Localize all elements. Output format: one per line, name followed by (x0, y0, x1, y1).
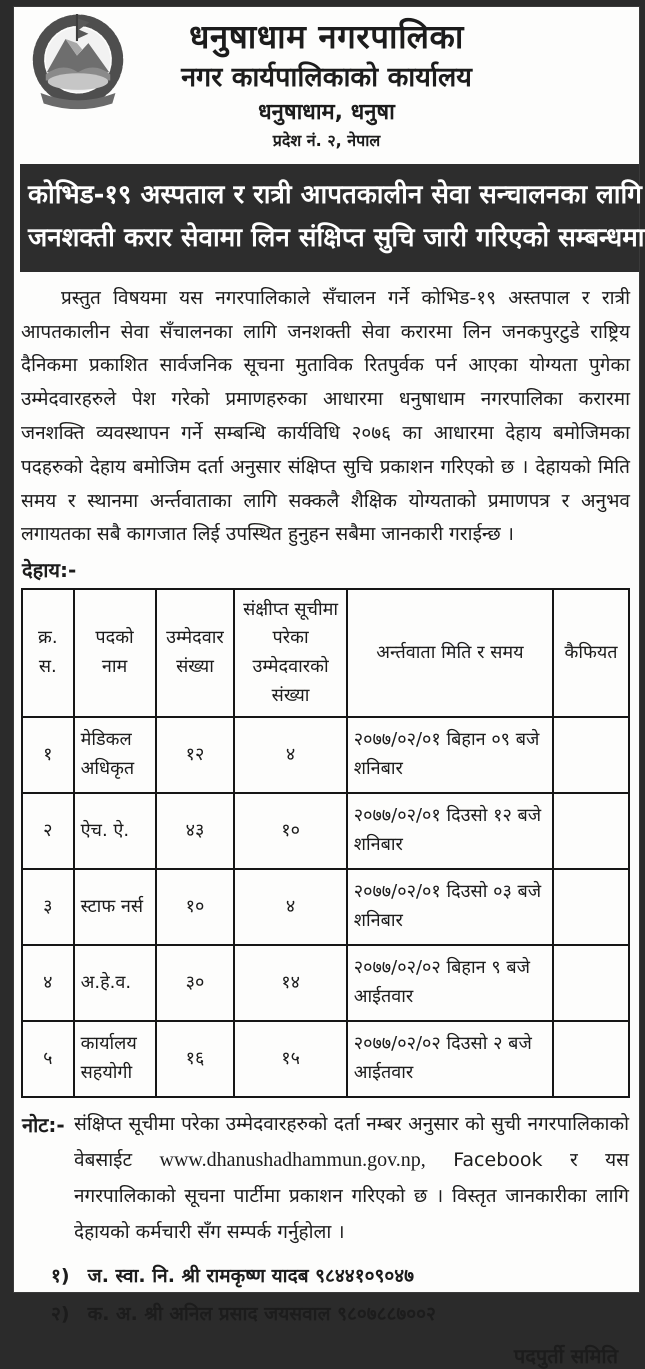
cell-sn: ४ (22, 945, 74, 1021)
cell-post: अ.हे.व. (74, 945, 156, 1021)
document-page (13, 6, 645, 1368)
cell-candidates: ३० (156, 945, 235, 1021)
province-line: प्रदेश नं. २, नेपाल (272, 130, 381, 150)
location-line: धनुषाधाम, धनुषा (258, 99, 395, 125)
cell-interview: २०७७/०२/०१ दिउसो १२ बजे शनिबार (347, 793, 553, 869)
cell-interview: २०७७/०२/०१ दिउसो ०३ बजे शनिबार (347, 869, 553, 945)
table-row (22, 945, 629, 1021)
cell-interview: २०७७/०२/०२ बिहान ९ बजे आईतवार (347, 945, 553, 1021)
notice-title-line2: जनशक्ती करार सेवामा लिन संक्षिप्त सुचि जारी गरिएको सम्बन्धमा (28, 222, 645, 253)
municipality-name: धनुषाधाम नगरपालिका (189, 17, 464, 56)
cell-post: कार्यालय सहयोगी (74, 1021, 156, 1097)
cell-shortlisted: १० (234, 793, 346, 869)
contact-list (51, 1262, 630, 1326)
contact-index: २) (51, 1302, 70, 1325)
note-section (22, 1107, 629, 1249)
dehaya-label: देहाय:- (22, 558, 77, 583)
header-candidates: उम्मेदवार संख्या (156, 589, 235, 717)
cell-remarks (553, 717, 629, 793)
table-row (22, 793, 629, 869)
cell-remarks (553, 869, 629, 945)
cell-sn: १ (22, 717, 74, 793)
notice-title-line1: कोभिड-१९ अस्पताल र रात्री आपतकालीन सेवा सन्चालनका लागि (28, 179, 642, 210)
header-remarks: कैफियत (553, 589, 629, 717)
document-header (14, 7, 639, 157)
cell-interview: २०७७/०२/०२ दिउसो २ बजे आईतवार (347, 1021, 553, 1097)
note-text-2: Facebook र यस नगरपालिकाको सूचना पार्टीमा प्रकाशन गरिएको छ । विस्तृत जानकारीका लागि देहायको कर्मचारी सँग सम्पर्क गर्नुहोला । (74, 1149, 630, 1243)
table-row (22, 717, 629, 793)
contact-index: १) (51, 1264, 70, 1287)
footer-signature: पदपुर्ती समिति (513, 1343, 618, 1368)
cell-candidates: १० (156, 869, 235, 945)
contact-item (51, 1262, 630, 1288)
office-name: नगर कार्यपालिकाको कार्यालय (181, 61, 472, 93)
cell-shortlisted: १४ (234, 945, 346, 1021)
cell-remarks (553, 1021, 629, 1097)
cell-sn: ३ (22, 869, 74, 945)
cell-post: स्टाफ नर्स (74, 869, 156, 945)
cell-sn: २ (22, 793, 74, 869)
cell-candidates: ४३ (156, 793, 235, 869)
nepal-coat-of-arms-emblem-icon (26, 11, 130, 121)
header-interview: अर्न्तवाता मिति र समय (347, 589, 553, 717)
cell-post: ऐच. ऐ. (74, 793, 156, 869)
table-row (22, 869, 629, 945)
cell-shortlisted: १५ (234, 1021, 346, 1097)
table-header-row (22, 589, 629, 717)
note-text-1: संक्षिप्त सूचीमा परेका उम्मेदवारहरुको दर्ता नम्बर अनुसार को सुची नगरपालिकाको वेबसाईट (74, 1113, 629, 1172)
notice-title-banner (20, 164, 645, 272)
website-url: www.dhanushadhammun.gov.np, (159, 1149, 426, 1172)
cell-interview: २०७७/०२/०१ बिहान ०९ बजे शनिबार (347, 717, 553, 793)
header-post: पदको नाम (74, 589, 156, 717)
contact-phone: ९८४४१०९०४७ (315, 1264, 414, 1287)
notice-body-paragraph: प्रस्तुत विषयमा यस नगरपालिकाले सँचालन गर्ने कोभिड-१९ अस्तपाल र रात्री आपतकालीन सेवा सँचालनका लागि जनशक्ती सेवा करारमा लिन जनकपुरटुडे राष्ट्रिय दैनिकमा प्रकाशित सार्वजनिक सूचना मुताविक रितपुर्वक पर्न आएका योग्यता पुगेका उम्मेदवारहरुले पेश गरेको प्रमाणहरुका आधारमा धनुषाधाम नगरपालिका करारमा जनशक्ति व्यवस्थापन गर्ने सम्बन्धि कार्यविधि २०७६ का आधारमा देहाय बमोजिमका पदहरुको देहाय बमोजिम दर्ता अनुसार संक्षिप्त सुचि प्रकाशन गरिएको छ । देहायको मिति समय र स्थानमा अर्न्तवाताका लागि सक्कलै शैक्षिक योग्यताको प्रमाणपत्र र अनुभव लगायतका सबै कागजात लिई उपस्थित हुनुहन सबैमा जानकारी गराईन्छ । (21, 286, 630, 546)
cell-remarks (553, 945, 629, 1021)
cell-sn: ५ (22, 1021, 74, 1097)
contact-item (51, 1300, 630, 1326)
notice-content (14, 282, 639, 1369)
cell-post: मेडिकल अधिकृत (74, 717, 156, 793)
header-sn: क्र. स. (22, 589, 74, 717)
cell-shortlisted: ४ (234, 869, 346, 945)
table-row (22, 1021, 629, 1097)
note-label: नोट:- (22, 1113, 65, 1138)
cell-candidates: १२ (156, 717, 235, 793)
contact-name: ज. स्वा. नि. श्री रामकृष्ण यादब (87, 1264, 309, 1287)
contact-name: क. अ. श्री अनिल प्रसाद जयसवाल (87, 1302, 331, 1325)
cell-shortlisted: ४ (234, 717, 346, 793)
cell-candidates: १६ (156, 1021, 235, 1097)
cell-remarks (553, 793, 629, 869)
shortlist-table (21, 588, 630, 1098)
contact-phone: ९८०७८८७००२ (337, 1302, 436, 1325)
header-shortlisted: संक्षीप्त सूचीमा परेका उम्मेदवारको संख्या (234, 589, 346, 717)
